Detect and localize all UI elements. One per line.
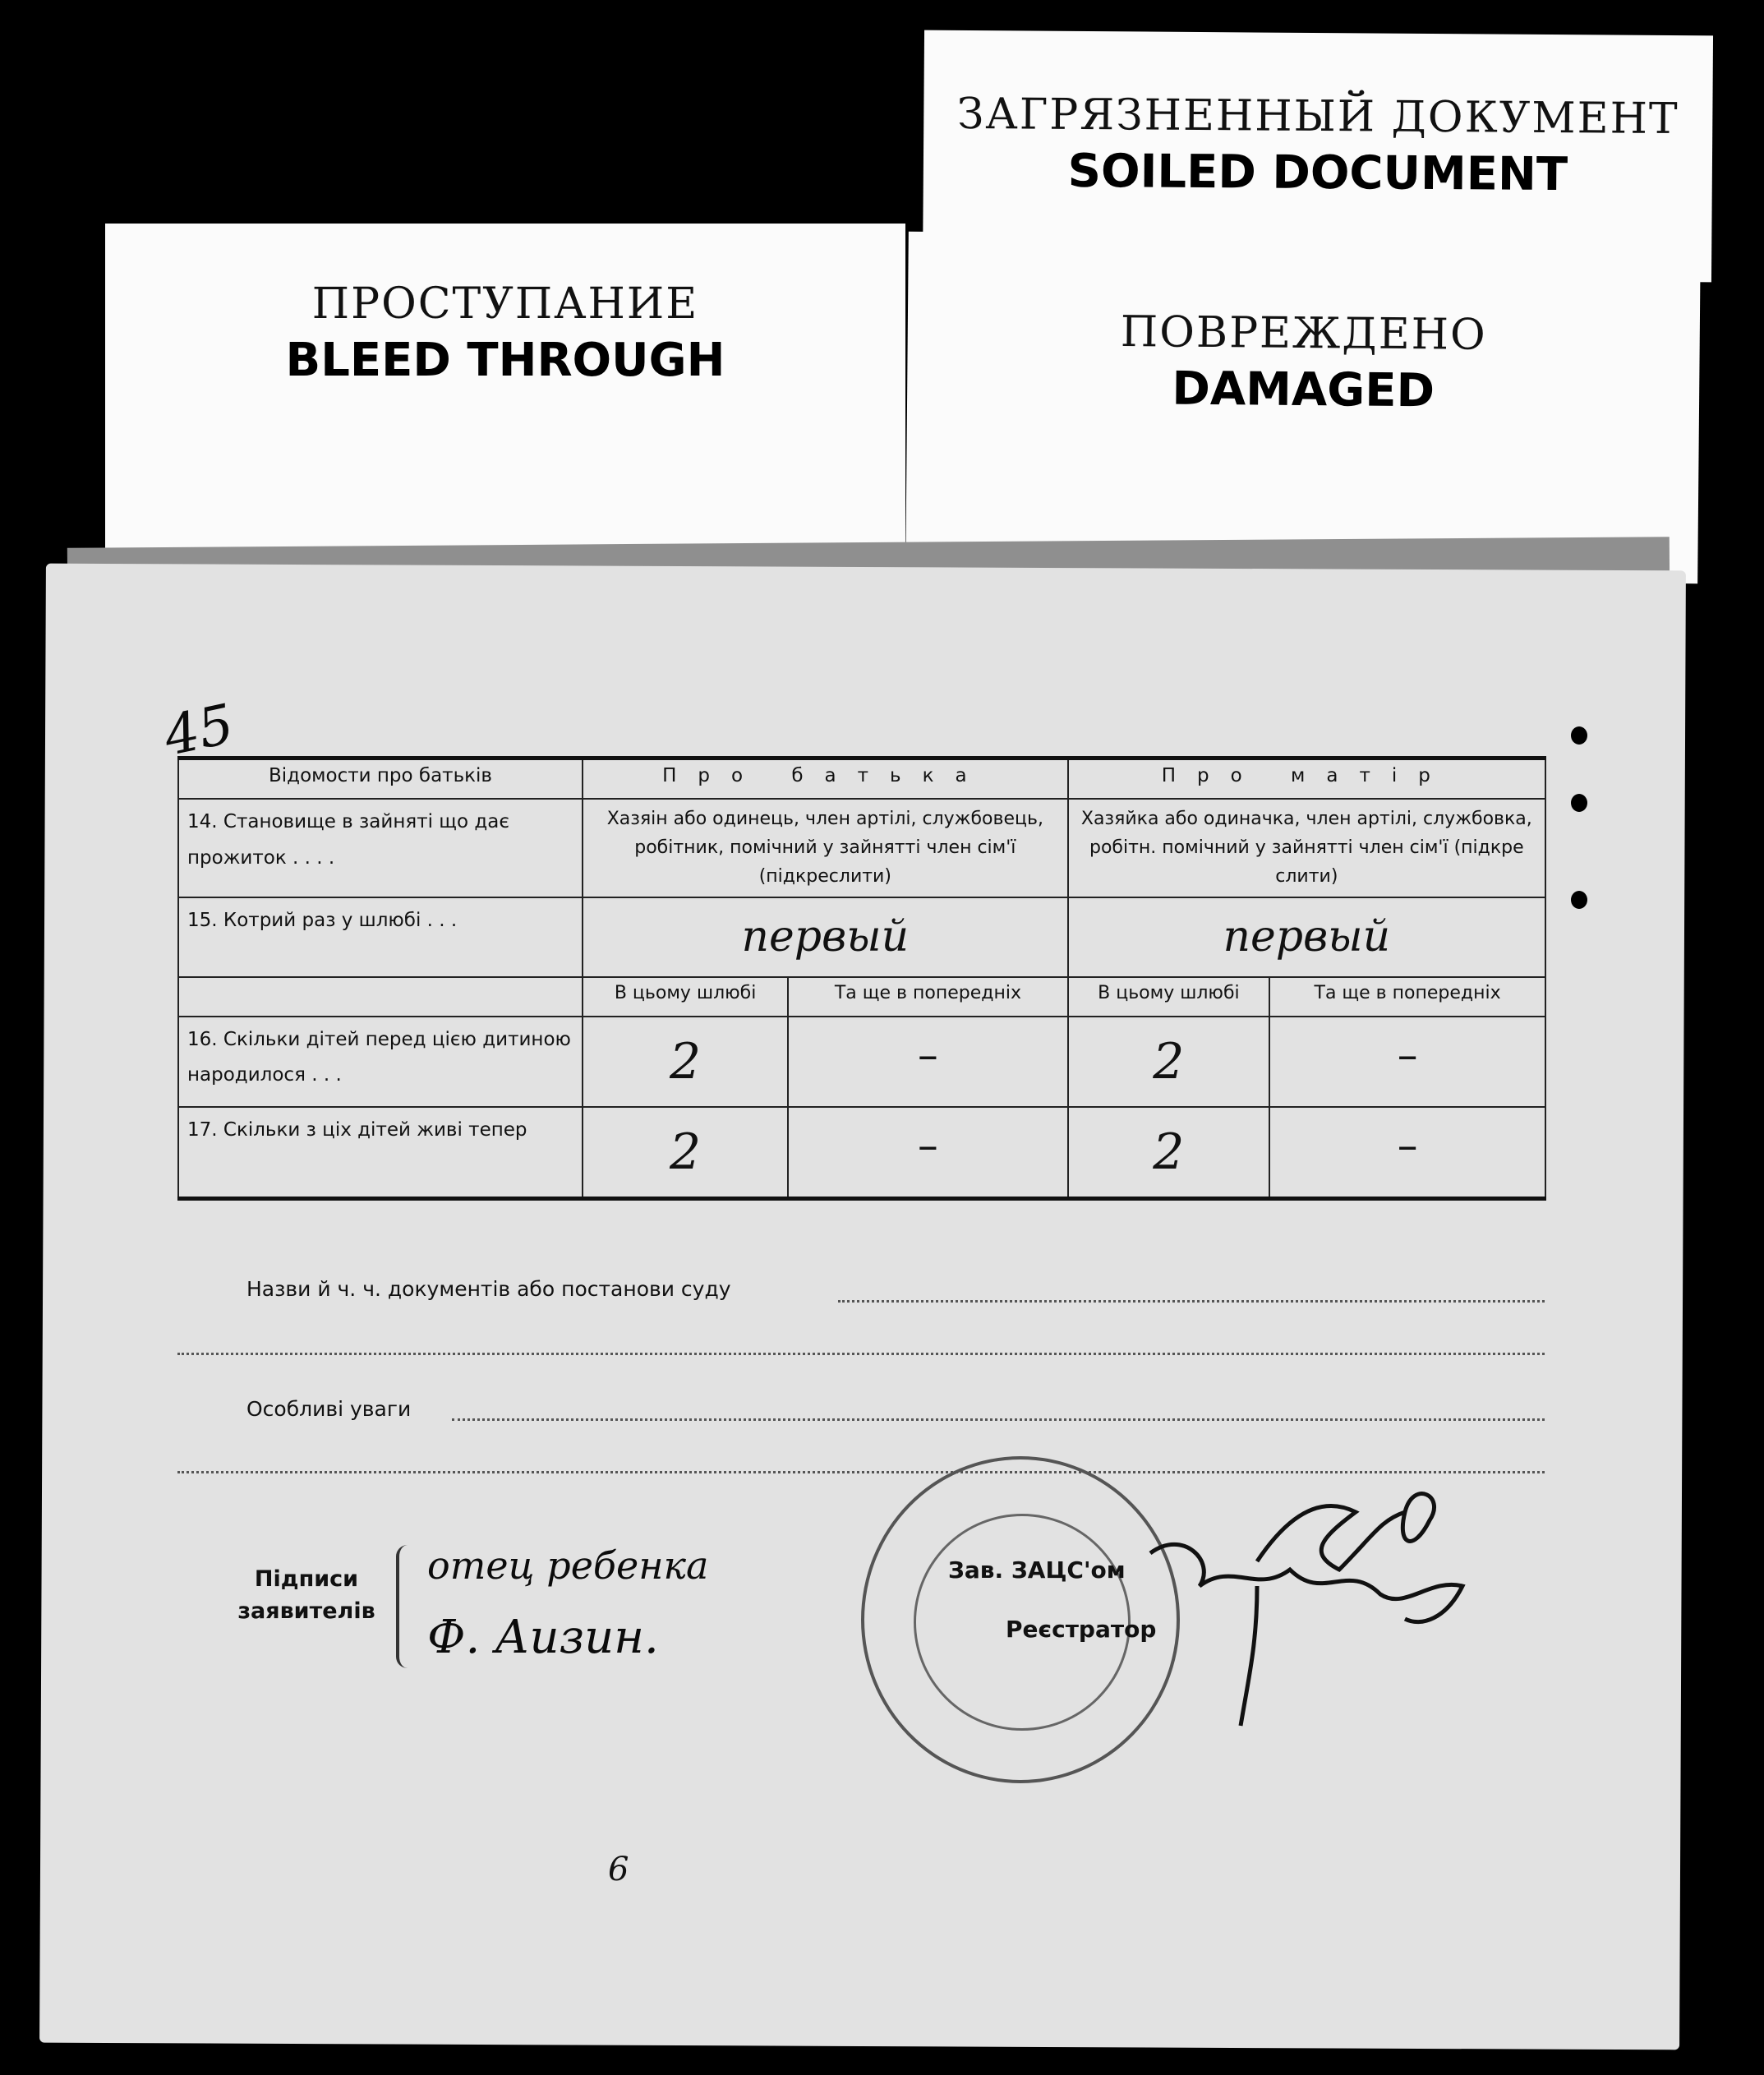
documents-dotted-line bbox=[838, 1300, 1545, 1303]
registrar-label: Реєстратор bbox=[1006, 1616, 1157, 1643]
damaged-label-ru: ПОВРЕЖДЕНО bbox=[1120, 307, 1487, 360]
subheader-mother-previous: Та ще в попередніх bbox=[1269, 977, 1545, 1017]
parents-info-table bbox=[177, 756, 1546, 1201]
page-number: 6 bbox=[608, 1851, 629, 1888]
signatures-label bbox=[228, 1563, 385, 1627]
applicant-signature-line2: Ф. Аизин. bbox=[427, 1611, 659, 1664]
corner-handwritten-mark: 45 bbox=[158, 692, 240, 768]
subheader-father-this: В цьому шлюбі bbox=[583, 977, 788, 1017]
header-mother: Про матір bbox=[1068, 759, 1545, 800]
remarks-dotted-line bbox=[452, 1418, 1545, 1421]
row16-mother-previous: – bbox=[1269, 1017, 1545, 1107]
header-father: Про батька bbox=[583, 759, 1068, 800]
documents-label: Назви й ч. ч. документів або постанови суду bbox=[246, 1277, 731, 1301]
signatures-label-line1: Підписи bbox=[254, 1566, 359, 1592]
row14-mother-options: Хазяйка або одиначка, член артілі, службовка, робітн. помічний у зайнятті член сім'ї (підкре слити) bbox=[1068, 799, 1545, 897]
damaged-label-en: DAMAGED bbox=[1172, 362, 1435, 418]
bleed-label-en: BLEED THROUGH bbox=[285, 334, 725, 387]
row17-mother-this: 2 bbox=[1068, 1107, 1269, 1199]
documents-dotted-line-2 bbox=[177, 1353, 1545, 1355]
signatures-label-line2: заявителів bbox=[237, 1598, 375, 1625]
bleed-label-ru: ПРОСТУПАНИЕ bbox=[311, 279, 699, 329]
subheader-father-previous: Та ще в попередніх bbox=[788, 977, 1067, 1017]
subheader-empty-cell bbox=[178, 977, 583, 1017]
row14-father-options: Хазяін або одинець, член артілі, службовець, робітник, помічний у зайнятті член сім'ї (підкреслити) bbox=[583, 799, 1068, 897]
head-of-registry-label: Зав. ЗАЦС'ом bbox=[948, 1556, 1126, 1584]
official-signature bbox=[1134, 1463, 1512, 1742]
damaged-card bbox=[905, 232, 1701, 583]
punch-hole bbox=[1571, 891, 1587, 909]
subheader-mother-this: В цьому шлюбі bbox=[1068, 977, 1269, 1017]
row14-label: 14. Становище в зайняті що дає прожиток . . . . bbox=[178, 799, 583, 897]
row17-father-previous: – bbox=[788, 1107, 1067, 1199]
row17-father-this: 2 bbox=[583, 1107, 788, 1199]
row16-mother-this: 2 bbox=[1068, 1017, 1269, 1107]
row16-father-this: 2 bbox=[583, 1017, 788, 1107]
row16-label: 16. Скільки дітей перед цією дитиною народилося . . . bbox=[178, 1017, 583, 1107]
applicant-signature-line1: отец ребенка bbox=[427, 1543, 709, 1588]
row15-father-handwritten: первый bbox=[583, 897, 1068, 977]
row15-mother-handwritten: первый bbox=[1068, 897, 1545, 977]
row17-mother-previous: – bbox=[1269, 1107, 1545, 1199]
header-section: Відомости про батьків bbox=[178, 759, 583, 800]
punch-hole bbox=[1571, 794, 1587, 812]
row16-father-previous: – bbox=[788, 1017, 1067, 1107]
soiled-label-en: SOILED DOCUMENT bbox=[1067, 144, 1568, 202]
bleed-through-card bbox=[105, 224, 905, 569]
row17-label: 17. Скільки з ціх дітей живі тепер bbox=[178, 1107, 583, 1199]
remarks-label: Особливі уваги bbox=[246, 1397, 412, 1421]
soiled-label-ru: ЗАГРЯЗНЕННЫЙ ДОКУМЕНТ bbox=[956, 89, 1679, 145]
punch-hole bbox=[1571, 726, 1587, 745]
signatures-brace bbox=[396, 1545, 422, 1668]
row15-label: 15. Котрий раз у шлюбі . . . bbox=[178, 897, 583, 977]
